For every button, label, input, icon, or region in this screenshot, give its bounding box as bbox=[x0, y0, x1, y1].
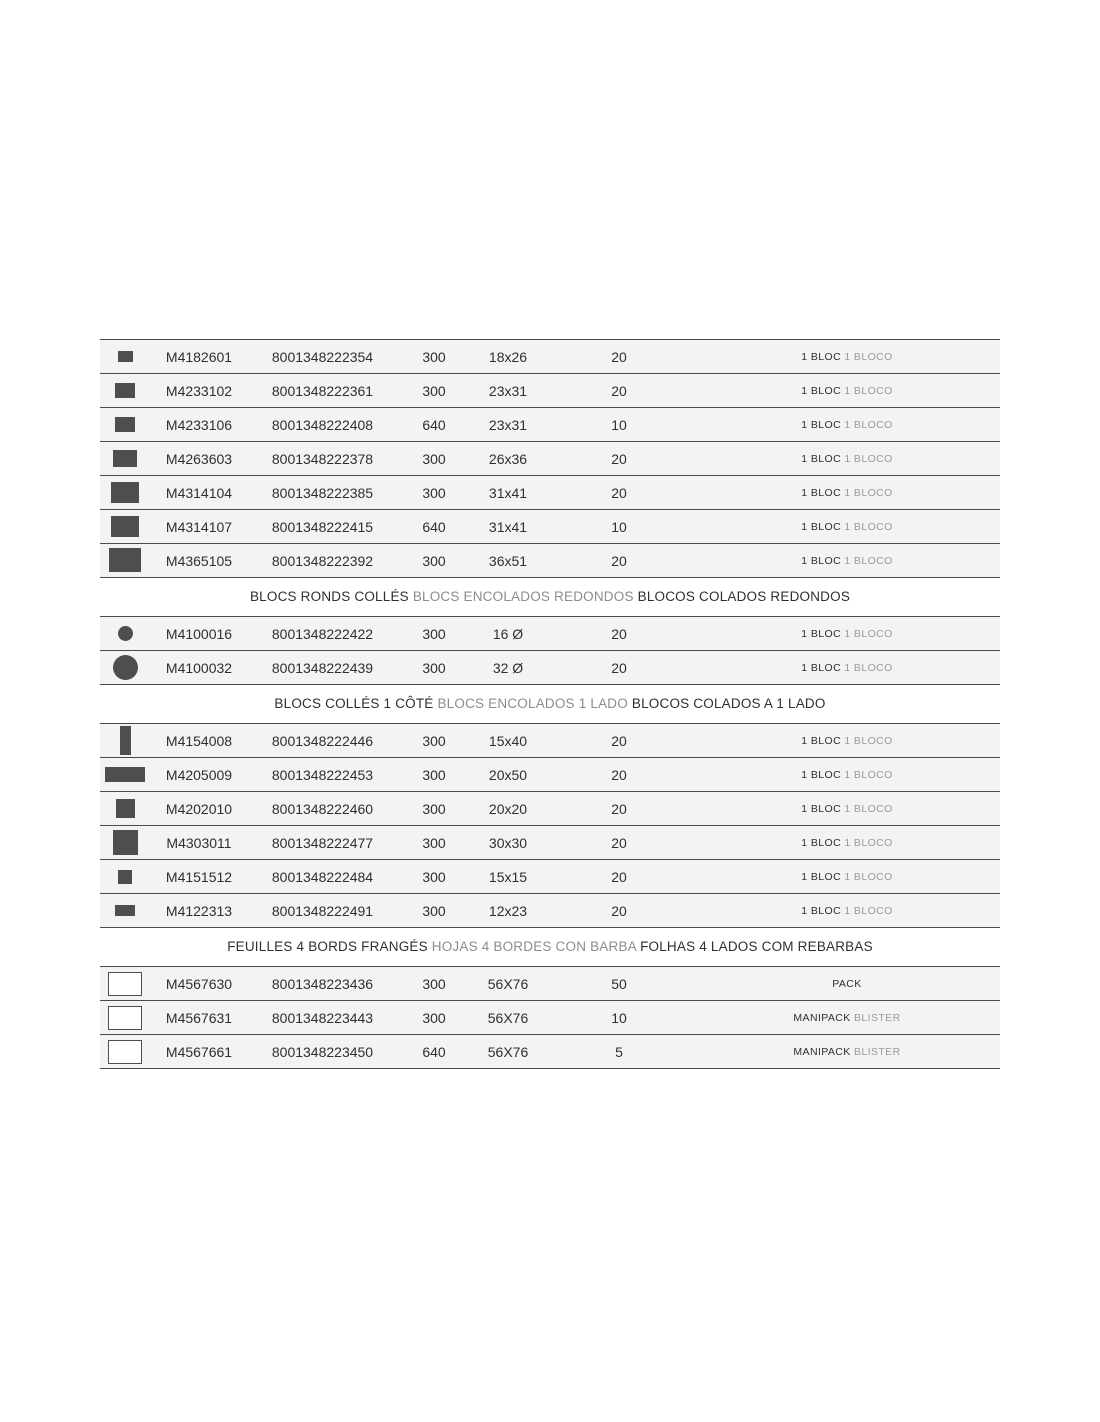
packaging: 1 BLOC 1 BLOCO bbox=[801, 628, 893, 640]
ean-code: 8001348222354 bbox=[271, 349, 374, 365]
table-row bbox=[100, 860, 1000, 894]
circle-large-icon bbox=[113, 655, 138, 680]
ean-code: 8001348222453 bbox=[271, 767, 374, 783]
section-title: BLOCS COLLÉS 1 CÔTÉ BLOCS ENCOLADOS 1 LADO BLOCOS COLADOS A 1 LADO bbox=[100, 685, 1000, 724]
product-code: M4182601 bbox=[165, 349, 233, 365]
ean-code: 8001348222491 bbox=[271, 903, 374, 919]
packaging: 1 BLOC 1 BLOCO bbox=[801, 662, 893, 674]
size: 31x41 bbox=[488, 519, 528, 535]
size: 31x41 bbox=[488, 485, 528, 501]
ean-code: 8001348222477 bbox=[271, 835, 374, 851]
rect-large-icon bbox=[111, 516, 139, 537]
table-row bbox=[100, 894, 1000, 928]
grammage: 300 bbox=[422, 1010, 446, 1026]
rect-large-icon bbox=[111, 482, 139, 503]
sheet-outline-icon bbox=[108, 1040, 142, 1064]
ean-code: 8001348223443 bbox=[271, 1010, 374, 1026]
size: 30x30 bbox=[488, 835, 528, 851]
product-code: M4205009 bbox=[165, 767, 233, 783]
ean-code: 8001348222415 bbox=[271, 519, 374, 535]
product-table bbox=[100, 339, 1000, 1069]
size: 12x23 bbox=[488, 903, 528, 919]
size: 26x36 bbox=[488, 451, 528, 467]
ean-code: 8001348222439 bbox=[271, 660, 374, 676]
product-code: M4154008 bbox=[165, 733, 233, 749]
quantity: 20 bbox=[611, 767, 627, 783]
size: 56X76 bbox=[487, 976, 529, 992]
ean-code: 8001348222446 bbox=[271, 733, 374, 749]
product-code: M4567661 bbox=[165, 1044, 233, 1060]
size: 15x40 bbox=[488, 733, 528, 749]
grammage: 300 bbox=[422, 626, 446, 642]
section-title: BLOCS RONDS COLLÉS BLOCS ENCOLADOS REDONDOS BLOCOS COLADOS REDONDOS bbox=[100, 578, 1000, 617]
table-row bbox=[100, 617, 1000, 651]
square-small-icon bbox=[118, 870, 132, 884]
ean-code: 8001348222392 bbox=[271, 553, 374, 569]
table-row bbox=[100, 967, 1000, 1001]
product-code: M4100032 bbox=[165, 660, 233, 676]
quantity: 50 bbox=[611, 976, 627, 992]
grammage: 300 bbox=[422, 801, 446, 817]
product-code: M4233106 bbox=[165, 417, 233, 433]
product-code: M4151512 bbox=[165, 869, 233, 885]
table-row bbox=[100, 442, 1000, 476]
packaging: 1 BLOC 1 BLOCO bbox=[801, 769, 893, 781]
size: 56X76 bbox=[487, 1044, 529, 1060]
ean-code: 8001348222460 bbox=[271, 801, 374, 817]
size: 36x51 bbox=[488, 553, 528, 569]
quantity: 20 bbox=[611, 626, 627, 642]
grammage: 640 bbox=[422, 1044, 446, 1060]
size: 20x20 bbox=[488, 801, 528, 817]
quantity: 20 bbox=[611, 869, 627, 885]
table-row bbox=[100, 792, 1000, 826]
table-row bbox=[100, 408, 1000, 442]
grammage: 300 bbox=[422, 660, 446, 676]
rect-icon bbox=[113, 450, 137, 467]
ean-code: 8001348223436 bbox=[271, 976, 374, 992]
quantity: 20 bbox=[611, 903, 627, 919]
rect-flat-icon bbox=[115, 905, 135, 916]
size: 18x26 bbox=[488, 349, 528, 365]
size: 32 Ø bbox=[492, 660, 524, 676]
product-code: M4100016 bbox=[165, 626, 233, 642]
product-code: M4567630 bbox=[165, 976, 233, 992]
section-title: FEUILLES 4 BORDS FRANGÉS HOJAS 4 BORDES CON BARBA FOLHAS 4 LADOS COM REBARBAS bbox=[100, 928, 1000, 967]
quantity: 20 bbox=[611, 485, 627, 501]
quantity: 20 bbox=[611, 383, 627, 399]
table-row bbox=[100, 374, 1000, 408]
sheet-outline-icon bbox=[108, 1006, 142, 1030]
rect-icon bbox=[115, 417, 135, 432]
ean-code: 8001348222361 bbox=[271, 383, 374, 399]
quantity: 5 bbox=[615, 1044, 623, 1060]
size: 23x31 bbox=[488, 383, 528, 399]
size: 20x50 bbox=[488, 767, 528, 783]
packaging: PACK bbox=[832, 978, 862, 990]
table-row bbox=[100, 510, 1000, 544]
table-row bbox=[100, 651, 1000, 685]
square-large-icon bbox=[113, 830, 138, 855]
grammage: 300 bbox=[422, 767, 446, 783]
rect-small-icon bbox=[118, 351, 133, 362]
rect-icon bbox=[115, 383, 135, 398]
ean-code: 8001348222378 bbox=[271, 451, 374, 467]
ean-code: 8001348223450 bbox=[271, 1044, 374, 1060]
product-code: M4303011 bbox=[166, 835, 232, 851]
grammage: 300 bbox=[422, 733, 446, 749]
size: 23x31 bbox=[488, 417, 528, 433]
packaging: 1 BLOC 1 BLOCO bbox=[801, 351, 893, 363]
ean-code: 8001348222422 bbox=[271, 626, 374, 642]
grammage: 300 bbox=[422, 349, 446, 365]
packaging: 1 BLOC 1 BLOCO bbox=[801, 487, 893, 499]
grammage: 300 bbox=[422, 485, 446, 501]
packaging: 1 BLOC 1 BLOCO bbox=[801, 803, 893, 815]
quantity: 10 bbox=[611, 519, 627, 535]
product-code: M4202010 bbox=[165, 801, 233, 817]
grammage: 300 bbox=[422, 553, 446, 569]
table-row bbox=[100, 724, 1000, 758]
grammage: 640 bbox=[422, 417, 446, 433]
size: 56X76 bbox=[487, 1010, 529, 1026]
product-code: M4122313 bbox=[165, 903, 233, 919]
table-row bbox=[100, 758, 1000, 792]
packaging: MANIPACK BLISTER bbox=[793, 1012, 901, 1024]
square-icon bbox=[116, 799, 135, 818]
product-code: M4233102 bbox=[165, 383, 233, 399]
packaging: 1 BLOC 1 BLOCO bbox=[801, 837, 893, 849]
grammage: 300 bbox=[422, 903, 446, 919]
product-code: M4567631 bbox=[165, 1010, 233, 1026]
quantity: 20 bbox=[611, 349, 627, 365]
table-row bbox=[100, 339, 1000, 374]
table-row bbox=[100, 544, 1000, 578]
packaging: 1 BLOC 1 BLOCO bbox=[801, 385, 893, 397]
product-code: M4314107 bbox=[165, 519, 233, 535]
grammage: 300 bbox=[422, 383, 446, 399]
ean-code: 8001348222484 bbox=[271, 869, 374, 885]
quantity: 10 bbox=[611, 1010, 627, 1026]
vertical-strip-icon bbox=[120, 726, 131, 755]
quantity: 20 bbox=[611, 660, 627, 676]
quantity: 20 bbox=[611, 553, 627, 569]
packaging: 1 BLOC 1 BLOCO bbox=[801, 419, 893, 431]
quantity: 20 bbox=[611, 733, 627, 749]
table-row bbox=[100, 476, 1000, 510]
grammage: 300 bbox=[422, 869, 446, 885]
ean-code: 8001348222385 bbox=[271, 485, 374, 501]
product-code: M4314104 bbox=[165, 485, 233, 501]
packaging: MANIPACK BLISTER bbox=[793, 1046, 901, 1058]
packaging: 1 BLOC 1 BLOCO bbox=[801, 735, 893, 747]
grammage: 300 bbox=[422, 451, 446, 467]
ean-code: 8001348222408 bbox=[271, 417, 374, 433]
packaging: 1 BLOC 1 BLOCO bbox=[801, 555, 893, 567]
grammage: 300 bbox=[422, 976, 446, 992]
rect-xlarge-icon bbox=[109, 548, 141, 572]
grammage: 640 bbox=[422, 519, 446, 535]
quantity: 10 bbox=[611, 417, 627, 433]
product-code: M4365105 bbox=[165, 553, 233, 569]
horizontal-strip-icon bbox=[105, 767, 145, 782]
quantity: 20 bbox=[611, 835, 627, 851]
size: 16 Ø bbox=[492, 626, 524, 642]
quantity: 20 bbox=[611, 451, 627, 467]
sheet-outline-icon bbox=[108, 972, 142, 996]
size: 15x15 bbox=[488, 869, 528, 885]
product-code: M4263603 bbox=[165, 451, 233, 467]
table-row bbox=[100, 1001, 1000, 1035]
packaging: 1 BLOC 1 BLOCO bbox=[801, 453, 893, 465]
table-row bbox=[100, 1035, 1000, 1069]
packaging: 1 BLOC 1 BLOCO bbox=[801, 905, 893, 917]
packaging: 1 BLOC 1 BLOCO bbox=[801, 521, 893, 533]
table-row bbox=[100, 826, 1000, 860]
quantity: 20 bbox=[611, 801, 627, 817]
packaging: 1 BLOC 1 BLOCO bbox=[801, 871, 893, 883]
grammage: 300 bbox=[422, 835, 446, 851]
circle-small-icon bbox=[118, 626, 133, 641]
